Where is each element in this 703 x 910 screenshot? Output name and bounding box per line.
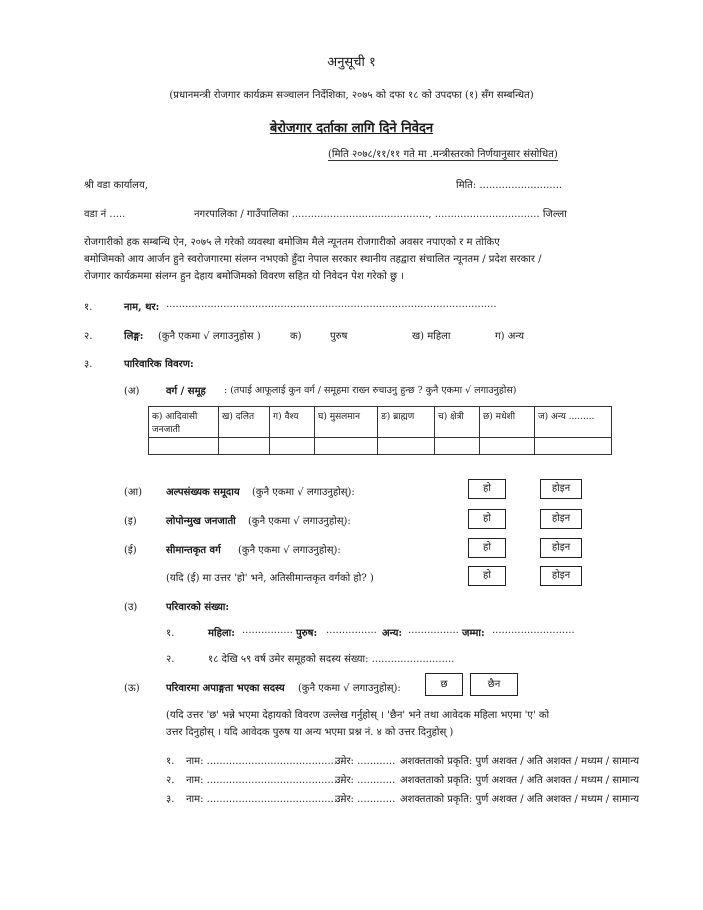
disabled-member-3-age-field[interactable]: उमेर: ............ xyxy=(335,794,396,805)
disabled-member-2-name-field[interactable]: नाम: ............................................ xyxy=(186,775,347,786)
disabled-member-1-name-field[interactable]: नाम: ............................................ xyxy=(186,756,347,767)
q3aa-number: (आ) xyxy=(124,487,143,498)
group-cell-brahmin[interactable]: ङ) ब्राह्मण xyxy=(378,407,435,438)
gender-option-ka[interactable]: क) xyxy=(290,331,302,342)
disability-note-line-1: (यदि उत्तर 'छ' भन्ने भएमा देहायको विवरण उल्लेख गर्नुहोस् । 'छैन' भने तथा आवेदक महिला भएमा 'ए' को xyxy=(166,710,550,721)
q3i-label: लोपोन्मुख जनजाती xyxy=(166,516,236,527)
q1-number: १. xyxy=(84,302,93,313)
group-check-cell[interactable] xyxy=(270,438,315,455)
q2-hint: (कुनै एकमा √ लगाउनुहोस ) xyxy=(158,331,261,342)
amendment-note: (मिति २०७८/११/११ गते मा .मन्त्रीस्तरको निर्णयानुसार संसोधित) xyxy=(328,146,558,161)
minority-no-box[interactable]: होइन xyxy=(540,479,582,499)
disabled-member-1-age-field[interactable]: उमेर: ............ xyxy=(335,756,396,767)
q3i-hint: (कुनै एकमा √ लगाउनुहोस्): xyxy=(248,516,351,527)
schedule-heading: अनुसूची १ xyxy=(327,55,376,70)
ultra-marginalized-no-box[interactable]: होइन xyxy=(540,566,582,586)
group-table xyxy=(148,406,612,455)
endangered-yes-box[interactable]: हो xyxy=(468,509,506,529)
q3ii-number: (ई) xyxy=(124,545,137,556)
marginalized-yes-box[interactable]: हो xyxy=(468,538,506,558)
q2-label: लिङ्ग: xyxy=(124,331,144,342)
disabled-member-2-number: २. xyxy=(166,775,175,786)
disabled-member-2-nature[interactable]: अशक्तताको प्रकृति: पुर्ण अशक्त / अति अशक्त / मध्यम / सामान्य xyxy=(400,775,640,786)
female-count-field[interactable]: ................ xyxy=(242,625,293,636)
ward-no-field[interactable]: वडा नं ..... xyxy=(84,209,126,220)
q3ii-label: सीमान्तकृत वर्ग xyxy=(166,545,221,556)
total-count-field[interactable]: .......................... xyxy=(492,625,575,636)
q3aa-label: अल्पसंख्यक समूदाय xyxy=(166,487,240,498)
q3u-number: (उ) xyxy=(124,602,138,613)
intro-line-1: रोजगारीको हक सम्बन्धि ऐन, २०७५ ले गरेको व्यवस्था बमोजिम मैले न्यूनतम रोजगारीको अवसर नपाएको र म तोकिए xyxy=(84,237,500,248)
q3a-number: (अ) xyxy=(124,386,140,397)
q3a-hint: : (तपाई आफूलाई कुन वर्ग / समूहमा राख्न रुचाउनु हुन्छ ? कुनै एकमा √ लगाउनुहोस) xyxy=(224,385,517,396)
group-cell-dalit[interactable]: ख) दलित xyxy=(219,407,270,438)
q1-label: नाम, थर: xyxy=(124,302,160,313)
disabled-member-1-nature[interactable]: अशक्तताको प्रकृति: पुर्ण अशक्त / अति अशक्त / मध्यम / सामान्य xyxy=(400,756,640,767)
intro-line-2: बमोजिमको आय आर्जन हुने स्वरोजगारमा संलग्न नभएको हुँदा नेपाल सरकार स्थानीय तहद्वारा संचालित न्यूनतम / प्रदेश सरकार / xyxy=(84,254,542,265)
intro-line-3: रोजगार कार्यक्रममा संलग्न हुन देहाय बमोजिमको विवरण सहित यो निवेदन पेश गरेको छु । xyxy=(84,271,404,282)
group-check-cell[interactable] xyxy=(149,438,219,455)
q3ii-hint: (कुनै एकमा √ लगाउनुहोस्): xyxy=(238,545,341,556)
female-label: महिला: xyxy=(208,628,235,639)
endangered-no-box[interactable]: होइन xyxy=(540,509,582,529)
family-row1-number: १. xyxy=(166,628,175,639)
disabled-member-1-number: १. xyxy=(166,756,175,767)
group-cell-madheshi[interactable]: छ) मधेशी xyxy=(480,407,535,438)
municipality-field[interactable]: नगरपालिका / गाउँपालिका ..........................................., ................................. जिल्ला xyxy=(194,209,567,220)
q3-label: पारिवारिक विवरण: xyxy=(124,359,194,370)
q2-number: २. xyxy=(84,331,93,342)
q3aa-hint: (कुनै एकमा √ लगाउनुहोस्): xyxy=(252,487,355,498)
group-cell-muslim[interactable]: घ) मुसलमान xyxy=(315,407,378,438)
disabled-member-3-name-field[interactable]: नाम: ............................................ xyxy=(186,794,347,805)
q3u-label: परिवारको संख्या: xyxy=(166,602,230,613)
office-line: श्री वडा कार्यालय, xyxy=(84,180,148,191)
form-title: बेरोजगार दर्ताका लागि दिने निवेदन xyxy=(269,121,434,136)
disabled-member-3-nature[interactable]: अशक्तताको प्रकृति: पुर्ण अशक्त / अति अशक्त / मध्यम / सामान्य xyxy=(400,794,640,805)
group-check-cell[interactable] xyxy=(535,438,612,455)
q3uu-label: परिवारमा अपाङ्गता भएका सदस्य xyxy=(166,683,285,694)
gender-option-female[interactable]: ख) महिला xyxy=(412,331,451,342)
gender-option-other[interactable]: ग) अन्य xyxy=(495,331,525,342)
disability-no-box[interactable]: छैन xyxy=(470,673,518,696)
disability-note-line-2: उत्तर दिनुहोस् । यदि आवेदक पुरुष या अन्य भएमा प्रश्न नं. ४ को उत्तर दिनुहोस् ) xyxy=(166,727,454,738)
family-row2-number: २. xyxy=(166,654,175,665)
group-check-cell[interactable] xyxy=(315,438,378,455)
date-field[interactable]: मिति: .......................... xyxy=(456,180,563,191)
q3a-label: वर्ग / समूह xyxy=(166,386,206,397)
ultra-marginalized-question: (यदि (ई) मा उत्तर 'हो' भने, अतिसीमान्तकृत वर्गको हो? ) xyxy=(166,573,374,584)
other-label: अन्य: xyxy=(382,628,403,639)
group-cell-other[interactable]: ज) अन्य ......... xyxy=(535,407,612,438)
ultra-marginalized-yes-box[interactable]: हो xyxy=(468,566,506,586)
total-label: जम्मा: xyxy=(462,628,485,639)
q3i-number: (इ) xyxy=(124,516,137,527)
disabled-member-3-number: ३. xyxy=(166,794,175,805)
group-check-cell[interactable] xyxy=(435,438,480,455)
male-label: पुरुष: xyxy=(296,628,318,639)
group-check-cell[interactable] xyxy=(219,438,270,455)
minority-yes-box[interactable]: हो xyxy=(468,479,506,499)
group-check-cell[interactable] xyxy=(480,438,535,455)
gender-option-male[interactable]: पुरुष xyxy=(330,331,348,342)
subtitle: (प्रधानमन्त्री रोजगार कार्यक्रम सञ्चालन निर्देशिका, २०७५ को दफा १८ को उपदफा (१) सँग सम्बन्धित) xyxy=(169,90,534,101)
group-cell-chhetri[interactable]: च) क्षेत्री xyxy=(435,407,480,438)
marginalized-no-box[interactable]: होइन xyxy=(540,538,582,558)
male-count-field[interactable]: ................ xyxy=(326,625,377,636)
q3-number: ३. xyxy=(84,359,93,370)
group-cell-vaishya[interactable]: ग) वैश्य xyxy=(270,407,315,438)
disabled-member-2-age-field[interactable]: उमेर: ............ xyxy=(335,775,396,786)
name-field[interactable]: ........................................................................................................ xyxy=(166,299,497,310)
disability-yes-box[interactable]: छ xyxy=(425,673,463,696)
working-age-count-field[interactable]: १८ देखि ५९ वर्ष उमेर समूहको सदस्य संख्या: .......................... xyxy=(208,654,455,665)
q3uu-number: (ऊ) xyxy=(124,683,140,694)
group-check-cell[interactable] xyxy=(378,438,435,455)
other-count-field[interactable]: ................ xyxy=(408,625,459,636)
q3uu-hint: (कुनै एकमा √ लगाउनुहोस्): xyxy=(298,683,401,694)
group-cell-janajati[interactable]: क) आदिवासी जनजाती xyxy=(149,407,219,438)
